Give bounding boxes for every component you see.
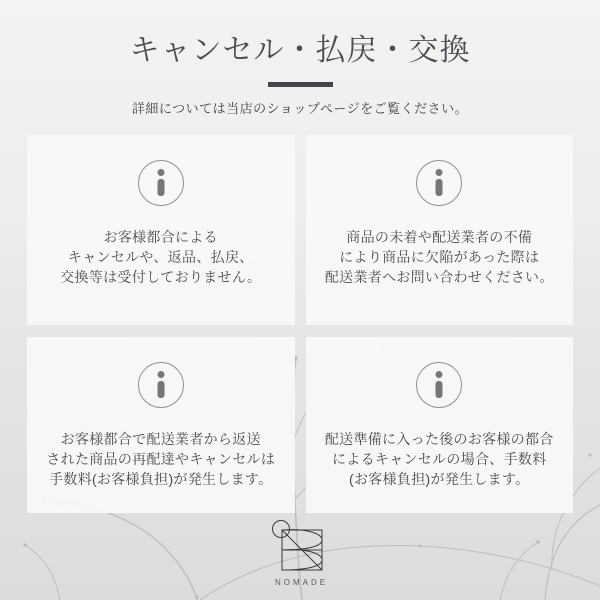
policy-card-text <box>46 429 275 489</box>
info-icon <box>416 362 462 408</box>
info-icon-dot <box>157 169 164 176</box>
card-text-line: 配送準備に入った後のお客様の都合 <box>324 431 554 447</box>
card-text-line: によるキャンセルの場合、手数料 <box>332 451 547 467</box>
policy-card-defects <box>306 135 574 325</box>
card-text-line: 交換等は受付しておりません。 <box>60 269 262 285</box>
title-divider <box>268 82 333 87</box>
card-text-line: 商品の未着や配送業者の不備 <box>346 229 533 245</box>
card-text-line: 手数料(お客様負担)が発生します。 <box>49 471 273 487</box>
logo-mark-icon <box>268 520 332 576</box>
info-icon-bar <box>436 179 443 196</box>
info-icon-bar <box>157 381 164 398</box>
card-text-line: キャンセルや、返品、払戻、 <box>67 249 254 265</box>
policy-card-text <box>325 227 554 287</box>
info-icon-dot <box>436 169 443 176</box>
info-icon <box>138 362 184 408</box>
info-icon <box>138 160 184 206</box>
page-subtitle: 詳細については当店のショップページをご覧ください。 <box>131 101 469 116</box>
info-icon-bar <box>436 381 443 398</box>
policy-card-cancellation <box>27 135 295 325</box>
card-text-line: された商品の再配達やキャンセルは <box>46 451 276 467</box>
card-text-line: お客様都合で配送業者から返送 <box>60 431 261 447</box>
card-text-line: により商品に欠陥があった際は <box>339 249 540 265</box>
brand-logo <box>0 520 600 587</box>
page-title: キャンセル・払戻・交換 <box>129 34 471 67</box>
info-icon <box>416 160 462 206</box>
info-icon-dot <box>436 371 443 378</box>
info-icon-dot <box>157 371 164 378</box>
brand-name: NOMADE <box>274 578 329 587</box>
info-icon-bar <box>157 179 164 196</box>
policy-card-redelivery-fee <box>27 337 295 513</box>
header <box>0 0 600 117</box>
policy-card-late-cancel-fee <box>306 337 574 513</box>
card-text-line: お客様都合による <box>103 229 218 245</box>
policy-card-text <box>60 227 261 287</box>
card-text-line: (お客様負担)が発生します。 <box>349 471 530 487</box>
policy-card-grid <box>27 135 573 513</box>
card-text-line: 配送業者へお問い合わせください。 <box>324 269 554 285</box>
policy-card-text <box>325 429 554 489</box>
